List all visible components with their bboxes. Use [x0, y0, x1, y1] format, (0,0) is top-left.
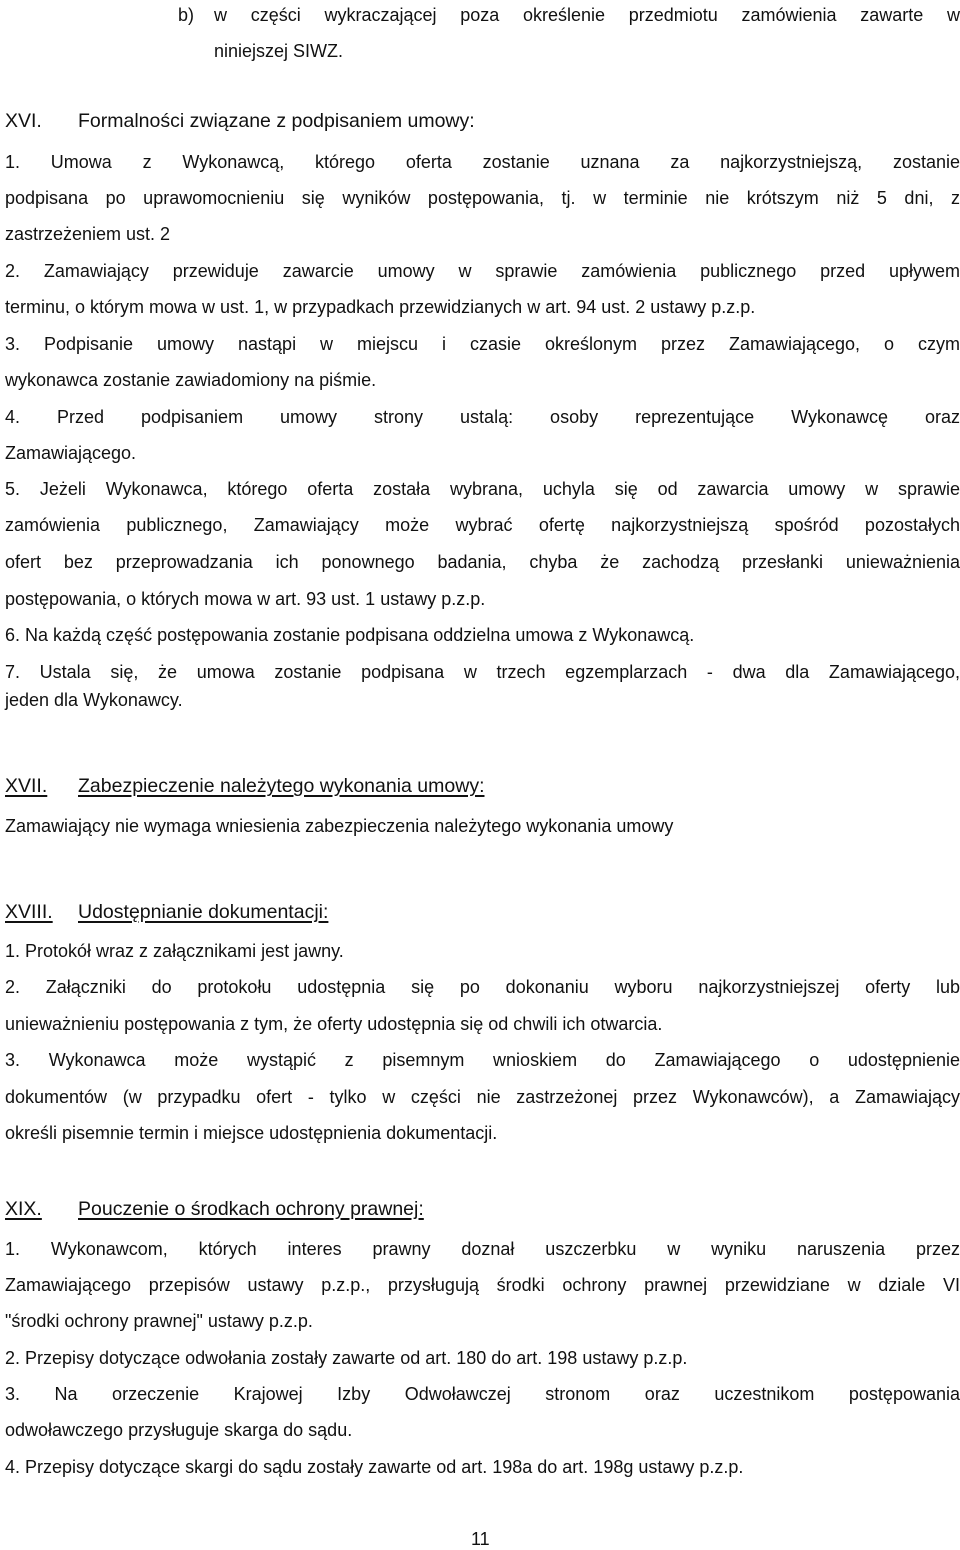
paragraph-line: zamówienia publicznego, Zamawiający może wybrać ofertę najkorzystniejszą spośród pozostałych — [5, 515, 960, 535]
item-b-line: niniejszej SIWZ. — [214, 41, 344, 61]
paragraph-line: Zamawiającego przepisów ustawy p.z.p., przysługują środki ochrony prawnej przewidziane w dziale VI — [5, 1275, 960, 1295]
section-title: Zabezpieczenie należytego wykonania umowy: — [78, 775, 485, 797]
paragraph-line: 3. Na orzeczenie Krajowej Izby Odwoławczej stronom oraz uczestnikom postępowania — [5, 1384, 960, 1404]
paragraph-line: dokumentów (w przypadku ofert - tylko w części nie zastrzeżonej przez Wykonawców), a Zamawiający — [5, 1087, 960, 1107]
paragraph-line: 2. Załączniki do protokołu udostępnia się po dokonaniu wyboru najkorzystniejszej oferty lub — [5, 977, 960, 997]
paragraph-line: 1. Wykonawcom, których interes prawny doznał uszczerbku w wyniku naruszenia przez — [5, 1239, 960, 1259]
paragraph-line: 5. Jeżeli Wykonawca, którego oferta została wybrana, uchyla się od zawarcia umowy w sprawie — [5, 479, 960, 499]
paragraph-line: terminu, o którym mowa w ust. 1, w przypadkach przewidzianych w art. 94 ust. 2 ustawy p.z.p. — [5, 297, 756, 317]
paragraph-line: zastrzeżeniem ust. 2 — [5, 224, 171, 244]
paragraph-line: 1. Umowa z Wykonawcą, którego oferta zostanie uznana za najkorzystniejszą, zostanie — [5, 152, 960, 172]
paragraph-line: postępowania, o których mowa w art. 93 ust. 1 ustawy p.z.p. — [5, 589, 486, 609]
paragraph-line: wykonawca zostanie zawiadomiony na piśmie. — [5, 370, 377, 390]
paragraph-line: 3. Podpisanie umowy nastąpi w miejscu i czasie określonym przez Zamawiającego, o czym — [5, 334, 960, 354]
section-number: XIX. — [5, 1198, 42, 1220]
section-title: Pouczenie o środkach ochrony prawnej: — [78, 1198, 424, 1220]
section-title: Udostępnianie dokumentacji: — [78, 901, 329, 923]
section-number: XVI. — [5, 110, 42, 132]
paragraph-line: 1. Protokół wraz z załącznikami jest jawny. — [5, 941, 344, 961]
paragraph-line: określi pisemnie termin i miejsce udostępnienia dokumentacji. — [5, 1123, 498, 1143]
paragraph-line: 6. Na każdą część postępowania zostanie podpisana oddzielna umowa z Wykonawcą. — [5, 625, 695, 645]
paragraph-line: 4. Przed podpisaniem umowy strony ustalą: osoby reprezentujące Wykonawcę oraz — [5, 407, 960, 427]
page-number: 11 — [471, 1529, 490, 1549]
item-b-line: w części wykraczającej poza określenie przedmiotu zamówienia zawarte w — [214, 5, 960, 25]
paragraph-line: jeden dla Wykonawcy. — [5, 690, 183, 710]
section-number: XVII. — [5, 775, 48, 797]
paragraph-line: 3. Wykonawca może wystąpić z pisemnym wnioskiem do Zamawiającego o udostępnienie — [5, 1050, 960, 1070]
paragraph-line: ofert bez przeprowadzania ich ponownego badania, chyba że zachodzą przesłanki unieważnienia — [5, 552, 960, 572]
paragraph-line: Zamawiający nie wymaga wniesienia zabezpieczenia należytego wykonania umowy — [5, 816, 674, 836]
paragraph-line: 7. Ustala się, że umowa zostanie podpisana w trzech egzemplarzach - dwa dla Zamawiającego, — [5, 662, 960, 682]
paragraph-line: odwoławczego przysługuje skarga do sądu. — [5, 1420, 353, 1440]
section-title: Formalności związane z podpisaniem umowy: — [78, 110, 475, 132]
paragraph-line: 2. Przepisy dotyczące odwołania zostały zawarte od art. 180 do art. 198 ustawy p.z.p. — [5, 1348, 688, 1368]
paragraph-line: unieważnieniu postępowania z tym, że oferty udostępnia się od chwili ich otwarcia. — [5, 1014, 663, 1034]
section-number: XVIII. — [5, 901, 53, 923]
paragraph-line: "środki ochrony prawnej" ustawy p.z.p. — [5, 1311, 313, 1331]
paragraph-line: podpisana po uprawomocnieniu się wyników postępowania, tj. w terminie nie krótszym niż 5 dni, z — [5, 188, 960, 208]
paragraph-line: Zamawiającego. — [5, 443, 137, 463]
paragraph-line: 4. Przepisy dotyczące skargi do sądu zostały zawarte od art. 198a do art. 198g ustawy p.z.p. — [5, 1457, 744, 1477]
item-b-marker: b) — [178, 5, 195, 25]
paragraph-line: 2. Zamawiający przewiduje zawarcie umowy w sprawie zamówienia publicznego przed upływem — [5, 261, 960, 281]
